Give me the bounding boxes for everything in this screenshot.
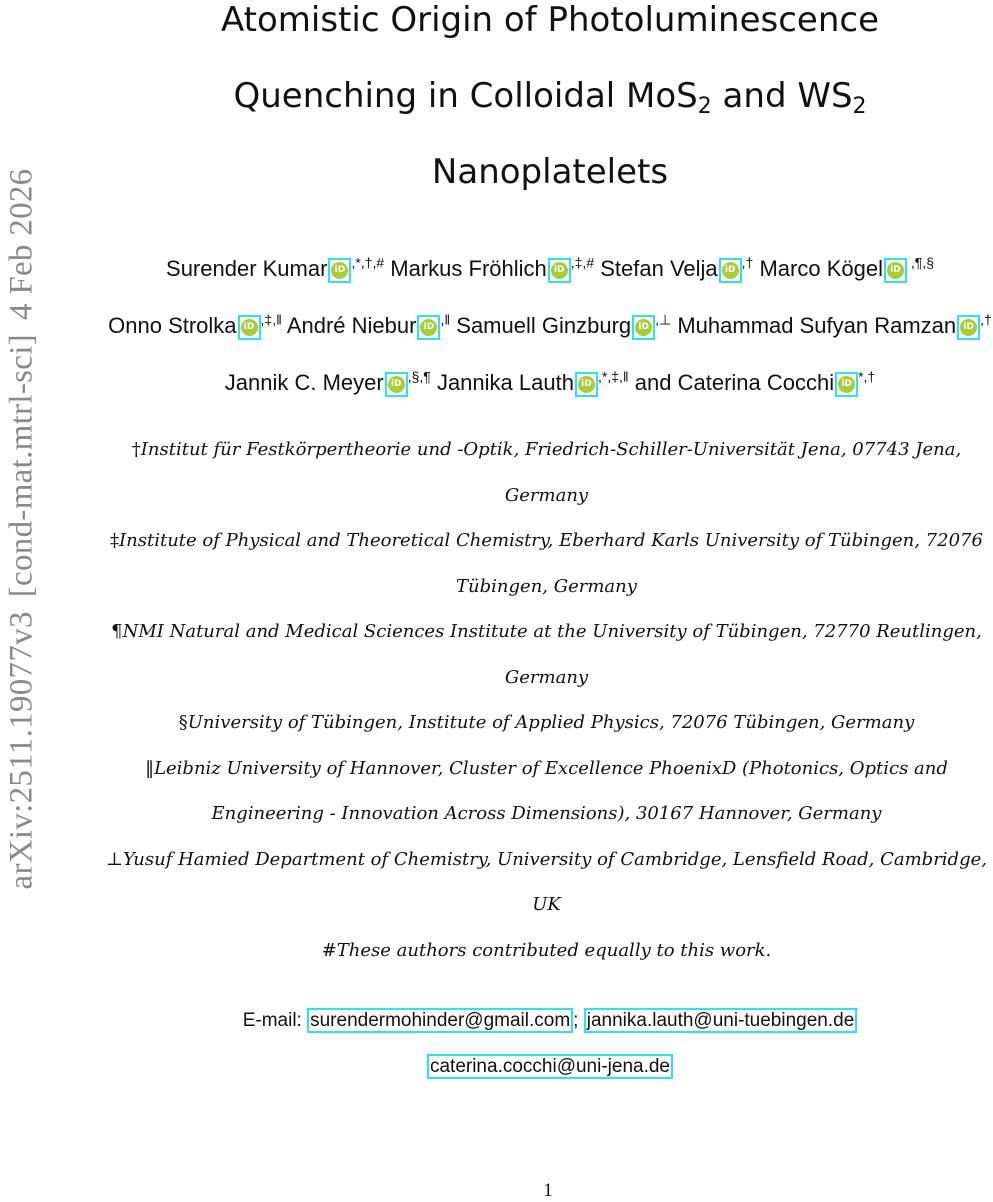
affiliation-symbol: †: [131, 439, 141, 460]
orcid-icon: iD: [578, 376, 595, 393]
orcid-link[interactable]: [835, 372, 858, 397]
affiliation-marks: ,⊥: [655, 311, 672, 328]
affiliation-marks: *,†: [858, 368, 876, 385]
title-line-1: Atomistic Origin of Photoluminescence: [220, 0, 879, 40]
affiliation-marks: ,¶,§: [907, 254, 934, 271]
orcid-link[interactable]: [575, 372, 598, 397]
orcid-link[interactable]: [385, 372, 408, 397]
orcid-link[interactable]: [957, 315, 980, 340]
affiliation-text: These authors contributed equally to this work.: [336, 939, 772, 961]
affiliation-marks: ,†: [980, 311, 992, 328]
orcid-link[interactable]: [328, 258, 351, 283]
orcid-icon: iD: [635, 319, 652, 336]
email-link[interactable]: surendermohinder@gmail.com: [307, 1008, 573, 1033]
and-word: and: [634, 370, 672, 395]
email-link[interactable]: caterina.cocchi@uni-jena.de: [427, 1054, 673, 1079]
orcid-link[interactable]: [548, 258, 571, 283]
orcid-icon: iD: [722, 262, 739, 279]
affiliation-text: University of Tübingen, Institute of Applied Physics, 72076 Tübingen, Germany: [187, 712, 915, 733]
affiliation-symbol: ⊥: [106, 848, 123, 870]
affiliations: [100, 427, 993, 973]
affiliation-text: Yusuf Hamied Department of Chemistry, University of Cambridge, Lensfield Road, Cambridge, UK: [122, 848, 987, 915]
author-name: Muhammad Sufyan Ramzan: [677, 313, 957, 338]
affiliation-symbol: #: [321, 939, 337, 961]
affiliation-text: Institute of Physical and Theoretical Chemistry, Eberhard Karls University of Tübingen, 72076 Tübingen, Germany: [119, 530, 983, 597]
title-text: Quenching in Colloidal MoS: [233, 76, 698, 116]
orcid-link[interactable]: [238, 315, 261, 340]
orcid-icon: iD: [838, 376, 855, 393]
affiliation-marks: ,*,†,#: [351, 254, 385, 271]
author-list: [100, 240, 993, 411]
email-link[interactable]: jannika.lauth@uni-tuebingen.de: [584, 1008, 858, 1033]
affiliation: [100, 700, 993, 746]
title-line-2: [100, 58, 993, 134]
affiliation: [100, 427, 993, 518]
author: [678, 370, 876, 395]
arxiv-date: 4 Feb 2026: [3, 168, 40, 321]
affiliation-text: Institut für Festkörpertheorie und -Optik, Friedrich-Schiller-Universität Jena, 07743 Jena, Germany: [140, 439, 962, 506]
affiliation-text: Leibniz University of Hannover, Cluster of Excellence PhoenixD (Photonics, Optics and Engineering - Innovation Across Dimensions), 30167 Hannover, Germany: [154, 757, 948, 824]
author-name: Markus Fröhlich: [390, 256, 547, 281]
author: [225, 370, 431, 395]
affiliation-marks: ,*,‡,‖: [597, 368, 629, 385]
separator: ;: [573, 1010, 584, 1031]
orcid-icon: iD: [551, 262, 568, 279]
affiliation: [100, 837, 993, 928]
arxiv-category: [cond-mat.mtrl-sci]: [3, 334, 40, 598]
author-name: André Niebur: [286, 313, 417, 338]
page-number: 1: [543, 1180, 553, 1201]
author-name: Samuell Ginzburg: [456, 313, 632, 338]
author-name: Stefan Velja: [600, 256, 718, 281]
author: [437, 370, 629, 395]
affiliation-marks: ,‖: [440, 311, 451, 328]
subscript: 2: [852, 94, 867, 119]
affiliation-text: NMI Natural and Medical Sciences Institute at the University of Tübingen, 72770 Reutlingen, Germany: [122, 621, 982, 688]
author: [108, 313, 282, 338]
orcid-icon: iD: [960, 319, 977, 336]
author-name: Caterina Cocchi: [677, 370, 835, 395]
affiliation: [100, 518, 993, 609]
title-line-3: Nanoplatelets: [431, 152, 669, 192]
author: [456, 313, 671, 338]
affiliation-symbol: ‖: [145, 757, 155, 779]
affiliation-symbol: ¶: [111, 621, 123, 642]
author: [287, 313, 450, 338]
author: [390, 256, 594, 281]
email-label: E-mail:: [242, 1010, 308, 1031]
email-block: [150, 998, 950, 1090]
affiliation-symbol: ‡: [110, 530, 120, 551]
orcid-icon: iD: [331, 262, 348, 279]
orcid-icon: iD: [420, 319, 437, 336]
subscript: 2: [697, 94, 712, 119]
arxiv-id: arXiv:2511.19077v3: [3, 611, 40, 890]
affiliation-marks: ,‡,‖: [260, 311, 282, 328]
affiliation-marks: ,†: [741, 254, 754, 271]
author-name: Onno Strolka: [108, 313, 237, 338]
author: [600, 256, 753, 281]
orcid-icon: iD: [887, 262, 904, 279]
author-name: Marco Kögel: [759, 256, 883, 281]
affiliation: [100, 609, 993, 700]
affiliation: [100, 928, 993, 974]
arxiv-identifier: [4, 155, 41, 890]
author-name: Jannika Lauth: [436, 370, 574, 395]
affiliation-marks: ,§,¶: [407, 368, 431, 385]
author: [166, 256, 384, 281]
author-name: Jannik C. Meyer: [224, 370, 384, 395]
affiliation-symbol: §: [178, 712, 188, 733]
orcid-icon: iD: [241, 319, 258, 336]
author-name: Surender Kumar: [166, 256, 328, 281]
orcid-link[interactable]: [719, 258, 742, 283]
author: [759, 256, 934, 281]
affiliation: [100, 746, 993, 837]
orcid-icon: iD: [388, 376, 405, 393]
orcid-link[interactable]: [884, 258, 907, 283]
author: [677, 313, 991, 338]
title-text: and WS: [711, 76, 853, 116]
orcid-link[interactable]: [417, 315, 440, 340]
paper-title: [100, 0, 993, 210]
orcid-link[interactable]: [632, 315, 655, 340]
affiliation-marks: ,‡,#: [570, 254, 595, 271]
